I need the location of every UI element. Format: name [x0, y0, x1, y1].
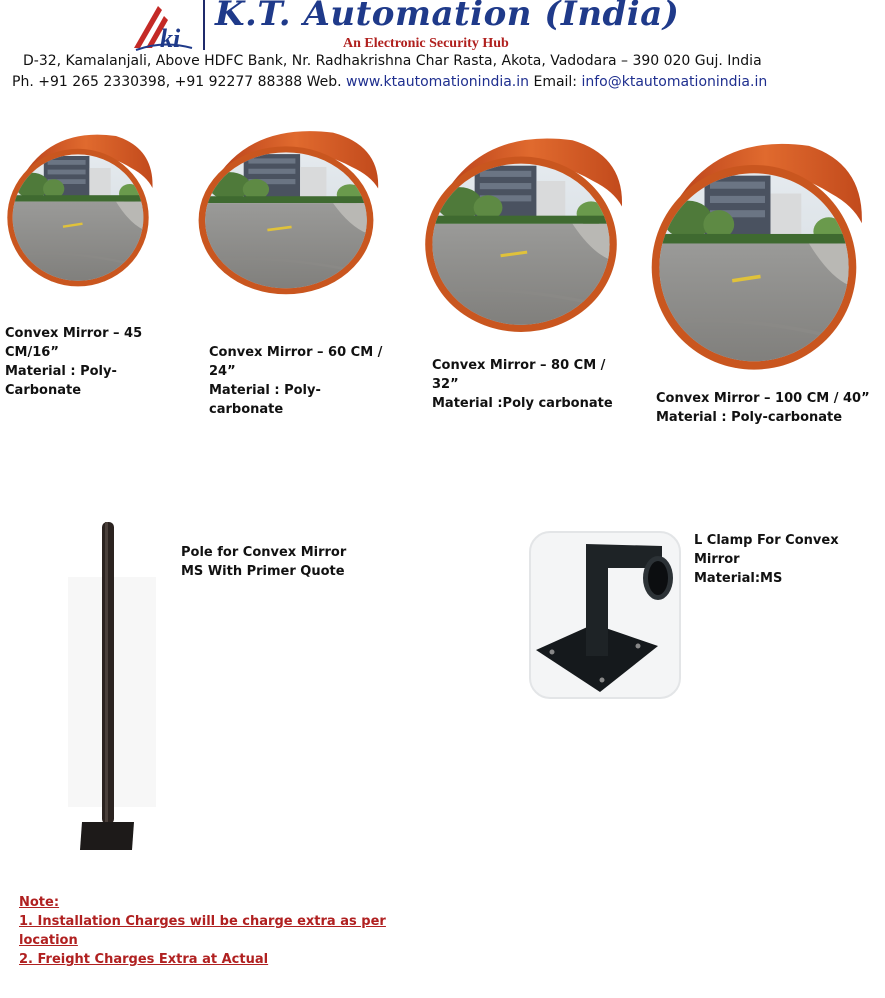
mirror-100cm-title: Convex Mirror – 100 CM / 40” [656, 391, 870, 406]
svg-text:ki: ki [160, 24, 181, 52]
email-label: Email: [533, 74, 578, 90]
pole-material: MS With Primer Quote [181, 564, 345, 579]
l-clamp-description [694, 531, 874, 588]
mirror-60cm-size: 24” [209, 364, 236, 379]
company-logo [128, 0, 198, 52]
phone-text: Ph. +91 265 2330398, +91 92277 88388 Web. [12, 74, 342, 90]
mirror-45cm-description [5, 324, 155, 400]
company-name: K.T. Automation (India) [215, 0, 680, 34]
mirror-80cm-description [432, 356, 632, 413]
pole-image [68, 522, 158, 854]
mirror-image-100cm [644, 134, 864, 372]
mirror-60cm-material: Material : Poly- [209, 383, 321, 398]
pole-description [181, 543, 381, 581]
mirror-image-80cm [418, 130, 624, 334]
note-title: Note: [19, 895, 60, 910]
l-clamp-title: L Clamp For Convex [694, 533, 839, 548]
mirror-60cm-description [209, 343, 399, 419]
mirror-80cm-size: 32” [432, 377, 459, 392]
email-link[interactable]: info@ktautomationindia.in [581, 74, 768, 90]
mirror-image-60cm [192, 124, 380, 296]
mirror-45cm-material: Material : Poly- [5, 364, 117, 379]
header-divider [203, 0, 205, 50]
note-section [19, 893, 386, 969]
note-item-freight: 2. Freight Charges Extra at Actual [19, 952, 269, 967]
pole-title: Pole for Convex Mirror [181, 545, 347, 560]
mirror-45cm-size: CM/16” [5, 345, 59, 360]
note-item-installation-cont: location [19, 933, 78, 948]
mirror-100cm-material: Material : Poly-carbonate [656, 410, 843, 425]
mirror-60cm-title: Convex Mirror – 60 CM / [209, 345, 383, 360]
contact-line [12, 74, 767, 90]
mirror-45cm-title: Convex Mirror – 45 [5, 326, 143, 341]
l-clamp-image [522, 524, 692, 704]
mirror-60cm-material-cont: carbonate [209, 402, 284, 417]
mirror-image-45cm [2, 128, 154, 288]
company-address: D-32, Kamalanjali, Above HDFC Bank, Nr. Radhakrishna Char Rasta, Akota, Vadodara – 390 020 Guj. India [23, 53, 762, 69]
website-link[interactable]: www.ktautomationindia.in [346, 74, 530, 90]
mirror-80cm-title: Convex Mirror – 80 CM / [432, 358, 606, 373]
mirror-100cm-description [656, 389, 881, 427]
mirror-80cm-material: Material :Poly carbonate [432, 396, 613, 411]
company-tagline: An Electronic Security Hub [343, 36, 509, 51]
mirror-45cm-material-cont: Carbonate [5, 383, 82, 398]
note-item-installation: 1. Installation Charges will be charge extra as per [19, 914, 386, 929]
l-clamp-title-cont: Mirror [694, 552, 740, 567]
l-clamp-material: Material:MS [694, 571, 783, 586]
